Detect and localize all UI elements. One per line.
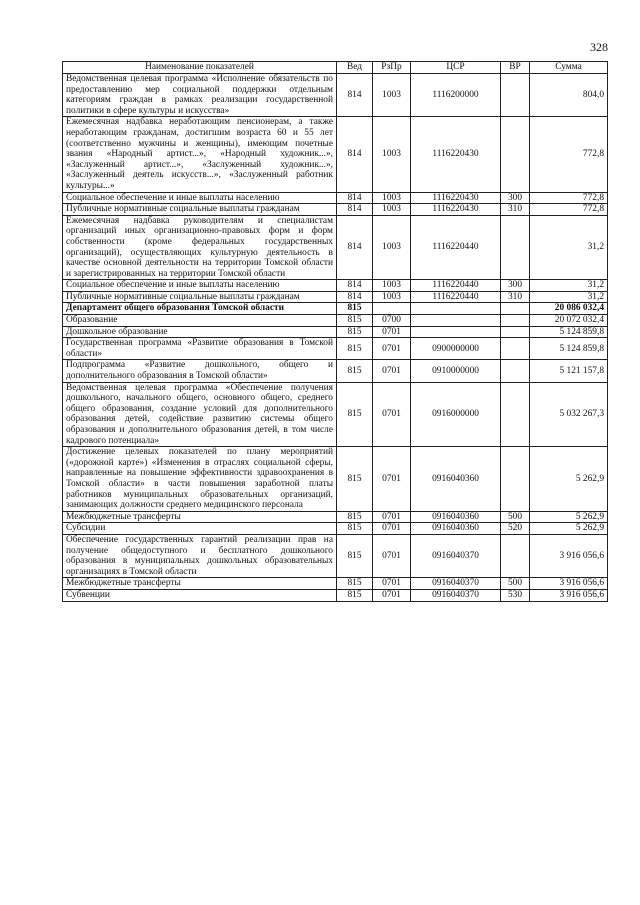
row-name: Обеспечение государственных гарантий реализации прав на получение общедоступного и бесплатного дошкольного образования в муниципальных дошкольных образовательных организациях в Томской области [63,534,337,577]
row-csr: 0916040370 [411,578,501,590]
row-name: Социальное обеспечение и иные выплаты населению [63,192,337,204]
row-vr: 310 [501,291,530,303]
table-row [63,382,608,447]
row-sum: 31,2 [530,215,608,280]
row-vr [501,326,530,338]
row-vr [501,447,530,512]
row-rzpr: 0701 [373,589,411,601]
row-name: Межбюджетные трансферты [63,511,337,523]
row-ved: 815 [337,303,373,315]
row-ved: 815 [337,315,373,327]
row-ved: 814 [337,291,373,303]
row-name: Ежемесячная надбавка руководителям и специалистам организаций иных организационно-правовых форм и форм собственности (кроме федеральных государственных организаций), осуществляющих культурную деятельность в качестве основной деятельности на территории Томской области и зарегистрированных на территории Томской области [63,215,337,280]
row-sum: 5 262,9 [530,447,608,512]
row-sum: 3 916 056,6 [530,589,608,601]
row-rzpr: 0701 [373,511,411,523]
row-rzpr: 0701 [373,447,411,512]
row-name: Департамент общего образования Томской области [63,303,337,315]
row-name: Ведомственная целевая программа «Исполнение обязательств по предоставлению мер социальной поддержки отдельным категориям граждан в рамках реализации государственной политики в сфере культуры и искусства» [63,74,337,117]
row-vr: 530 [501,589,530,601]
row-ved: 815 [337,511,373,523]
row-sum: 5 032 267,3 [530,382,608,447]
row-vr: 310 [501,204,530,216]
row-sum: 5 262,9 [530,523,608,535]
row-ved: 815 [337,382,373,447]
row-csr: 0916040360 [411,511,501,523]
row-csr: 1116220430 [411,204,501,216]
row-name: Субсидии [63,523,337,535]
row-ved: 815 [337,534,373,577]
row-ved: 814 [337,215,373,280]
row-rzpr: 1003 [373,280,411,292]
row-rzpr: 0701 [373,382,411,447]
row-name: Образование [63,315,337,327]
row-name: Достижение целевых показателей по плану мероприятий («дорожной карте») «Изменения в отраслях социальной сферы, направленные на повышение эффективности здравоохранения в Томской области» в части повышения заработной платы работников муниципальных образовательных организаций, занимающих должности среднего медицинского персонала [63,447,337,512]
row-ved: 814 [337,280,373,292]
row-vr [501,315,530,327]
row-csr [411,303,501,315]
row-ved: 814 [337,117,373,192]
row-vr [501,360,530,382]
row-vr [501,117,530,192]
row-csr [411,315,501,327]
row-ved: 815 [337,523,373,535]
row-rzpr: 0701 [373,578,411,590]
table-row [63,338,608,360]
row-rzpr: 1003 [373,204,411,216]
row-vr [501,534,530,577]
row-vr [501,338,530,360]
row-name: Государственная программа «Развитие образования в Томской области» [63,338,337,360]
row-sum: 20 086 032,4 [530,303,608,315]
row-rzpr: 0701 [373,338,411,360]
row-sum: 772,8 [530,117,608,192]
row-rzpr: 0701 [373,523,411,535]
row-sum: 3 916 056,6 [530,534,608,577]
row-vr: 520 [501,523,530,535]
table-row [63,523,608,535]
row-sum: 772,8 [530,204,608,216]
row-rzpr [373,303,411,315]
row-csr: 1116220430 [411,192,501,204]
row-csr: 0910000000 [411,360,501,382]
table-row [63,204,608,216]
row-ved: 815 [337,326,373,338]
table-row [63,534,608,577]
row-csr: 0916040360 [411,523,501,535]
row-sum: 5 262,9 [530,511,608,523]
header-ved: Вед [337,62,373,74]
table-row [63,511,608,523]
row-name: Публичные нормативные социальные выплаты гражданам [63,204,337,216]
row-sum: 3 916 056,6 [530,578,608,590]
row-csr [411,326,501,338]
row-vr: 300 [501,192,530,204]
row-csr: 0916040370 [411,534,501,577]
row-rzpr: 1003 [373,291,411,303]
row-csr: 0900000000 [411,338,501,360]
row-csr: 1116220440 [411,291,501,303]
header-rzpr: РзПр [373,62,411,74]
row-vr [501,74,530,117]
table-row [63,215,608,280]
row-ved: 815 [337,360,373,382]
row-rzpr: 1003 [373,192,411,204]
page-number: 328 [590,40,608,54]
row-rzpr: 1003 [373,117,411,192]
table-row [63,326,608,338]
header-vr: ВР [501,62,530,74]
row-rzpr: 0700 [373,315,411,327]
row-ved: 814 [337,74,373,117]
row-vr: 500 [501,578,530,590]
row-csr: 1116220430 [411,117,501,192]
row-sum: 31,2 [530,291,608,303]
row-name: Дошкольное образование [63,326,337,338]
table-row [63,589,608,601]
row-csr: 0916000000 [411,382,501,447]
row-rzpr: 0701 [373,360,411,382]
row-csr: 1116200000 [411,74,501,117]
row-csr: 0916040370 [411,589,501,601]
row-csr: 1116220440 [411,280,501,292]
row-name: Публичные нормативные социальные выплаты гражданам [63,291,337,303]
row-rzpr: 0701 [373,534,411,577]
table-row [63,447,608,512]
row-sum: 20 072 032,4 [530,315,608,327]
table-row [63,360,608,382]
row-csr: 1116220440 [411,215,501,280]
row-ved: 814 [337,192,373,204]
table-header-row [63,62,608,74]
row-name: Субвенции [63,589,337,601]
table-row [63,117,608,192]
row-name: Подпрограмма «Развитие дошкольного, общего и дополнительного образования в Томской области» [63,360,337,382]
table-row [63,303,608,315]
row-vr: 500 [501,511,530,523]
header-sum: Сумма [530,62,608,74]
header-csr: ЦСР [411,62,501,74]
row-csr: 0916040360 [411,447,501,512]
row-ved: 815 [337,589,373,601]
row-vr: 300 [501,280,530,292]
row-ved: 814 [337,204,373,216]
row-sum: 5 124 859,8 [530,326,608,338]
row-rzpr: 1003 [373,74,411,117]
row-rzpr: 0701 [373,326,411,338]
row-sum: 5 121 157,8 [530,360,608,382]
row-name: Ежемесячная надбавка неработающим пенсионерам, а также неработающим гражданам, достигшим возраста 60 и 55 лет (соответственно мужчины и женщины), имеющим почетные звания «Народный артист...», «Народный художник...», «Заслуженный артист...», «Заслуженный художник...», «Заслуженный деятель искусств...», «Заслуженный работник культуры...» [63,117,337,192]
table-row [63,74,608,117]
table-row [63,291,608,303]
row-name: Ведомственная целевая программа «Обеспечение получения дошкольного, начального общего, основного общего, среднего общего образования, создание условий для дополнительного образования детей, содействие развитию системы общего образования и дополнительного образования детей, в том числе кадрового потенциала» [63,382,337,447]
table-row [63,280,608,292]
row-sum: 804,0 [530,74,608,117]
row-ved: 815 [337,447,373,512]
table-row [63,315,608,327]
row-name: Социальное обеспечение и иные выплаты населению [63,280,337,292]
row-vr [501,382,530,447]
row-rzpr: 1003 [373,215,411,280]
row-vr [501,215,530,280]
row-ved: 815 [337,578,373,590]
row-name: Межбюджетные трансферты [63,578,337,590]
budget-table [62,61,608,602]
row-sum: 772,8 [530,192,608,204]
table-row [63,578,608,590]
row-ved: 815 [337,338,373,360]
header-name: Наименование показателей [63,62,337,74]
row-vr [501,303,530,315]
table-row [63,192,608,204]
row-sum: 5 124 859,8 [530,338,608,360]
row-sum: 31,2 [530,280,608,292]
